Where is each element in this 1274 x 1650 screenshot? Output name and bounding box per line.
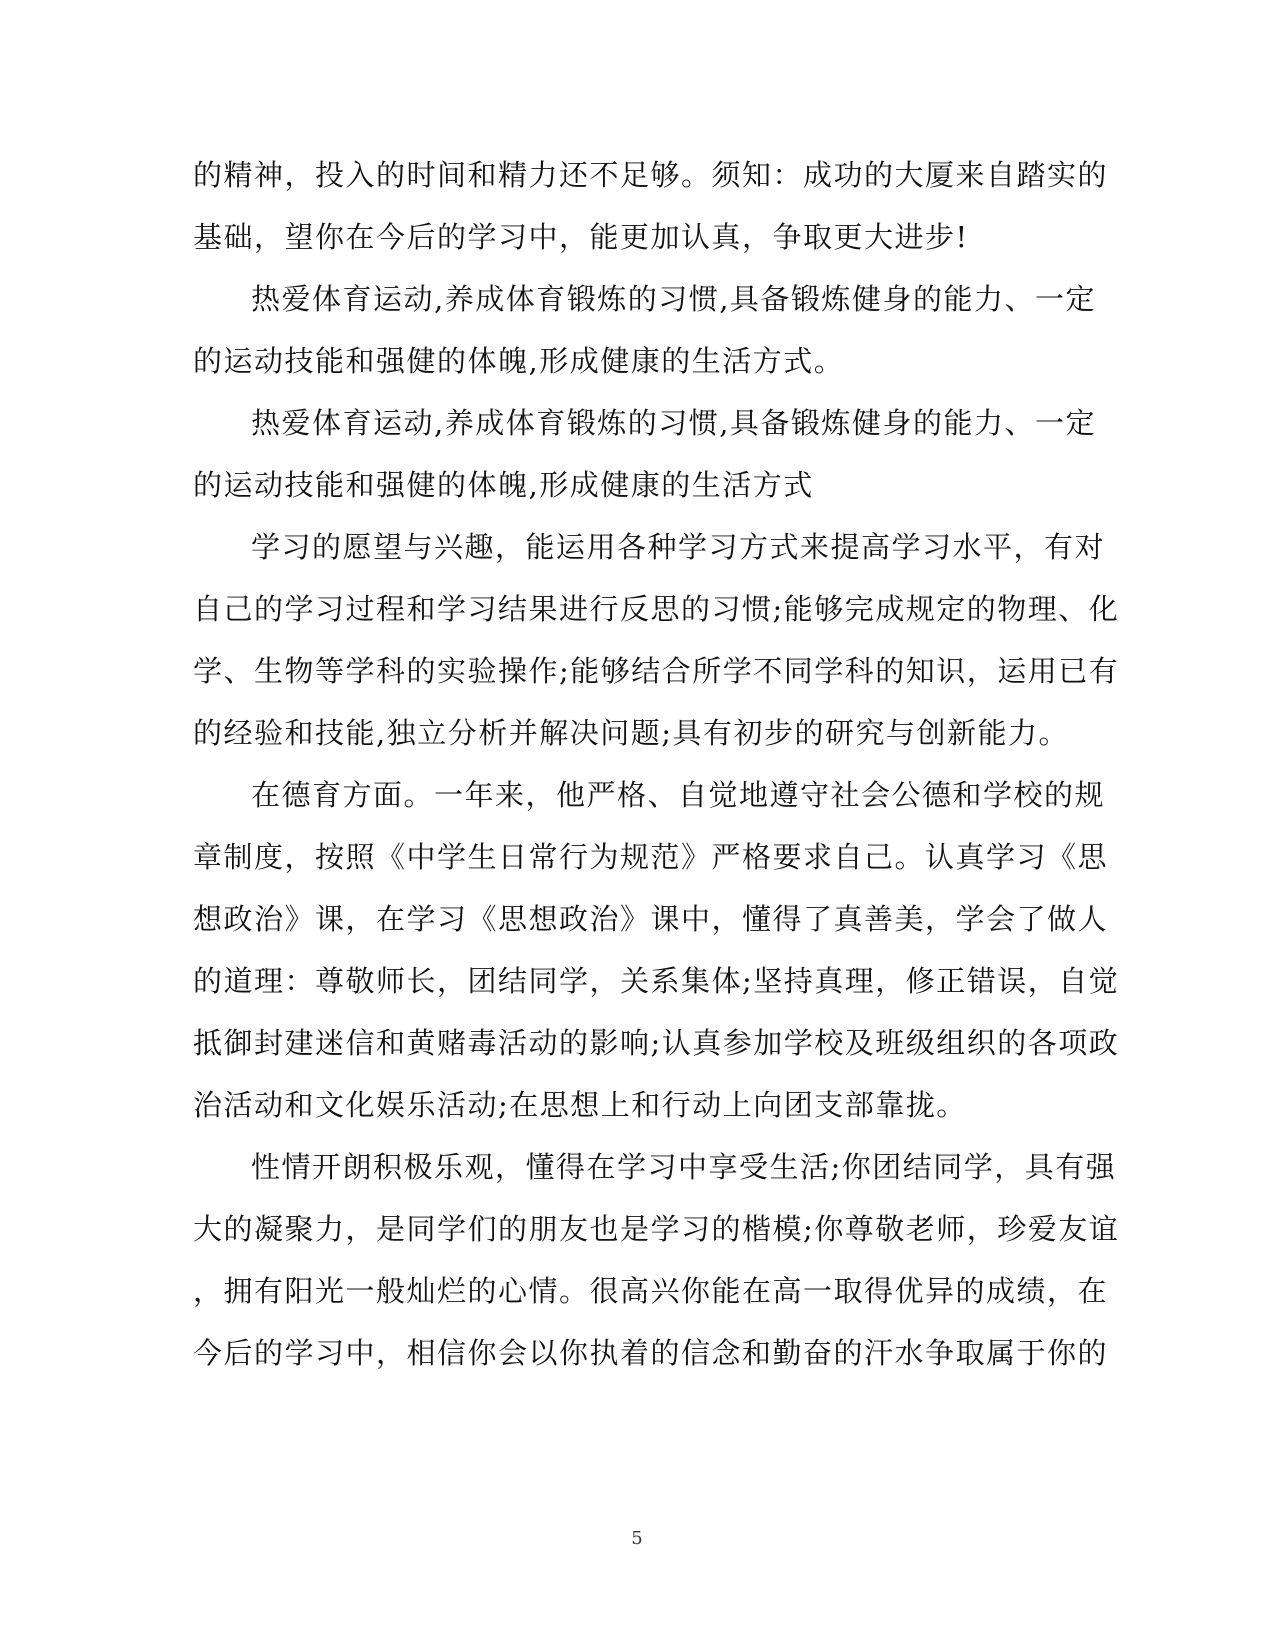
text-line: 基础，望你在今后的学习中，能更加认真，争取更大进步! [193, 220, 969, 254]
text-line: 抵御封建迷信和黄赌毒活动的影响;认真参加学校及班级组织的各项政 [193, 1026, 1120, 1060]
text-line: 的经验和技能,独立分析并解决问题;具有初步的研究与创新能力。 [193, 716, 1069, 750]
text-line: 想政治》课，在学习《思想政治》课中，懂得了真善美，学会了做人 [193, 902, 1109, 936]
text-line: 的运动技能和强健的体魄,形成健康的生活方式 [193, 468, 814, 502]
text-line: ，拥有阳光一般灿烂的心情。很高兴你能在高一取得优异的成绩，在 [193, 1274, 1109, 1308]
text-line: 章制度，按照《中学生日常行为规范》严格要求自己。认真学习《思 [193, 840, 1109, 874]
paragraph-start-line: 在德育方面。一年来，他严格、自觉地遵守社会公德和学校的规 [251, 778, 1106, 812]
page-number: 5 [631, 1528, 643, 1549]
text-line: 大的凝聚力，是同学们的朋友也是学习的楷模;你尊敬老师，珍爱友谊 [193, 1212, 1120, 1246]
paragraph-start-line: 热爱体育运动,养成体育锻炼的习惯,具备锻炼健身的能力、一定 [251, 406, 1096, 440]
text-line: 的精神，投入的时间和精力还不足够。须知：成功的大厦来自踏实的 [193, 158, 1109, 192]
text-line: 学、生物等学科的实验操作;能够结合所学不同学科的知识，运用已有 [193, 654, 1120, 688]
paragraph-start-line: 热爱体育运动,养成体育锻炼的习惯,具备锻炼健身的能力、一定 [251, 282, 1096, 316]
text-line: 治活动和文化娱乐活动;在思想上和行动上向团支部靠拢。 [193, 1088, 967, 1122]
text-line: 自己的学习过程和学习结果进行反思的习惯;能够完成规定的物理、化 [193, 592, 1120, 626]
paragraph-start-line: 性情开朗积极乐观，懂得在学习中享受生活;你团结同学，具有强 [251, 1150, 1117, 1184]
paragraph-start-line: 学习的愿望与兴趣，能运用各种学习方式来提高学习水平，有对 [251, 530, 1106, 564]
text-line: 的道理：尊敬师长，团结同学，关系集体;坚持真理，修正错误，自觉 [193, 964, 1120, 998]
text-line: 今后的学习中，相信你会以你执着的信念和勤奋的汗水争取属于你的 [193, 1336, 1109, 1370]
text-line: 的运动技能和强健的体魄,形成健康的生活方式。 [193, 344, 845, 378]
